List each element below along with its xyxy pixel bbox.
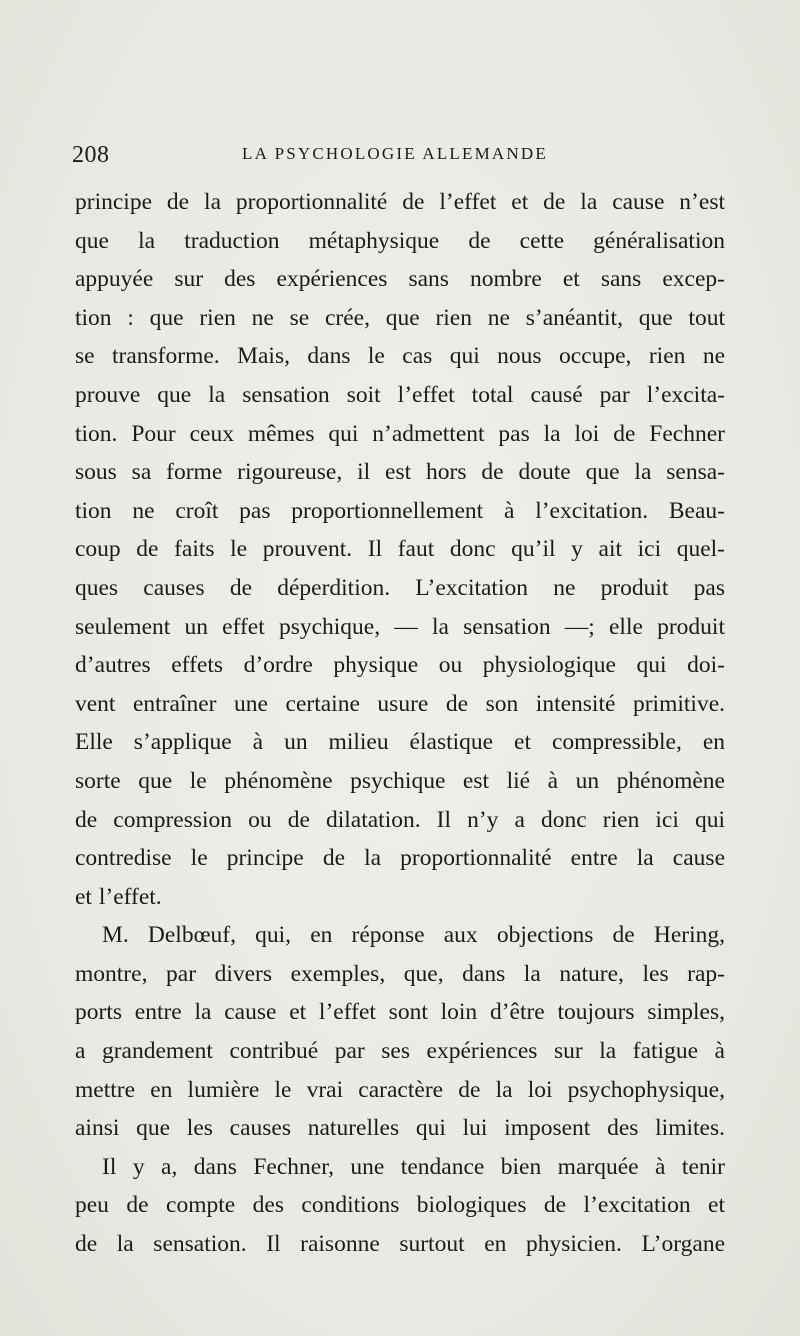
text-line: ques causes de déperdition. L’excitation ne produit pas: [75, 574, 725, 601]
text-line: principe de la proportionnalité de l’effet et de la cause n’est: [75, 189, 725, 215]
text-line: mettre en lumière le vrai caractère de la loi psychophysique,: [75, 1076, 725, 1103]
text-line: peu de compte des conditions biologiques de l’excitation et: [75, 1192, 725, 1219]
text-line: Elle s’applique à un milieu élastique et compressible, en: [75, 729, 725, 756]
text-line: tion ne croît pas proportionnellement à l’excitation. Beau-: [75, 497, 725, 524]
text-line: ainsi que les causes naturelles qui lui imposent des limites.: [75, 1115, 725, 1142]
text-line: d’autres effets d’ordre physique ou physiologique qui doi-: [75, 652, 725, 679]
paragraph-start-line: Il y a, dans Fechner, une tendance bien marquée à tenir: [102, 1153, 725, 1180]
paragraph-end-line: et l’effet.: [75, 883, 162, 910]
page-number: 208: [72, 142, 110, 168]
text-line: montre, par divers exemples, que, dans la nature, les rap-: [75, 960, 725, 987]
text-line: ports entre la cause et l’effet sont loin d’être toujours simples,: [75, 999, 725, 1026]
text-line: de compression ou de dilatation. Il n’y a donc rien ici qui: [75, 806, 725, 833]
text-line: tion : que rien ne se crée, que rien ne s’anéantit, que tout: [75, 304, 725, 331]
text-line: contredise le principe de la proportionnalité entre la cause: [75, 845, 725, 872]
running-title: LA PSYCHOLOGIE ALLEMANDE: [242, 144, 548, 163]
running-head: [72, 140, 728, 176]
text-line: sous sa forme rigoureuse, il est hors de doute que la sensa-: [75, 459, 725, 486]
text-line: vent entraîner une certaine usure de son intensité primitive.: [75, 690, 725, 717]
text-line: prouve que la sensation soit l’effet total causé par l’excita-: [75, 381, 725, 408]
text-line: appuyée sur des expériences sans nombre et sans excep-: [75, 266, 725, 293]
text-line: sorte que le phénomène psychique est lié à un phénomène: [75, 767, 725, 794]
text-line: seulement un effet psychique, — la sensation —; elle produit: [75, 613, 725, 640]
text-line: se transforme. Mais, dans le cas qui nous occupe, rien ne: [75, 343, 725, 370]
body-text: [75, 183, 725, 1264]
paragraph-start-line: M. Delbœuf, qui, en réponse aux objections de Hering,: [102, 922, 725, 949]
text-line: de la sensation. Il raisonne surtout en physicien. L’organe: [75, 1231, 725, 1258]
text-line: tion. Pour ceux mêmes qui n’admettent pas la loi de Fechner: [75, 420, 725, 447]
text-line: que la traduction métaphysique de cette généralisation: [75, 227, 725, 254]
text-line: a grandement contribué par ses expériences sur la fatigue à: [75, 1038, 725, 1065]
text-line: coup de faits le prouvent. Il faut donc qu’il y ait ici quel-: [75, 536, 725, 563]
